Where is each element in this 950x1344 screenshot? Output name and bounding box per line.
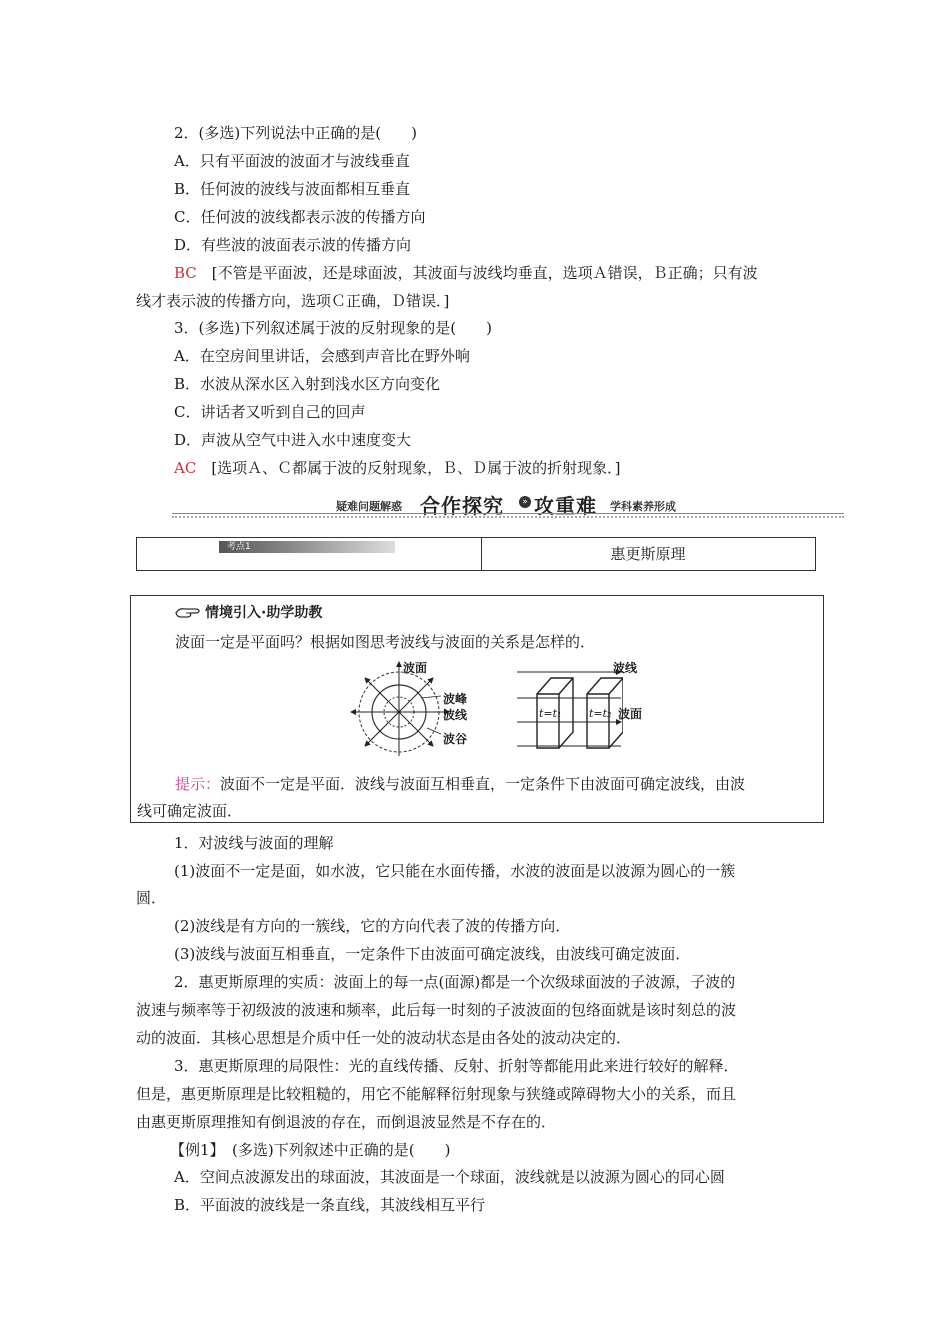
hint-line2: 线可确定波面． — [137, 802, 243, 820]
q3-explanation: AC [选项Ａ、Ｃ都属于波的反射现象，Ｂ、Ｄ属于波的折射现象．] — [174, 459, 621, 477]
fig-right-wave-front-label: 波面 — [618, 707, 643, 721]
body-p2-a: 2．惠更斯原理的实质：波面上的每一点(面源)都是一个次级球面波的子波源，子波的 — [174, 973, 736, 991]
example-stem: 【例1】 (多选)下列叙述中正确的是( ) — [170, 1141, 451, 1159]
banner-arrow-icon: » — [519, 496, 531, 508]
q3-answer: AC — [174, 459, 197, 477]
q3-option-c: C．讲话者又听到自己的回声 — [174, 403, 366, 421]
q2-explanation-line1: BC [不管是平面波，还是球面波，其波面与波线均垂直，选项Ａ错误，Ｂ正确；只有波 — [174, 264, 758, 282]
hint-line1: 提示：波面不一定是平面．波线与波面互相垂直，一定条件下由波面可确定波线，由波 — [175, 775, 746, 793]
q2-explanation-line2: 线才表示波的传播方向，选项Ｃ正确，Ｄ错误．] — [136, 292, 450, 310]
body-p3-c: 由惠更斯原理推知有倒退波的存在，而倒退波显然是不存在的． — [136, 1113, 557, 1131]
body-p1-heading: 1．对波线与波面的理解 — [174, 834, 334, 852]
banner-left-text: 疑难问题解惑 — [336, 500, 402, 513]
hand-pointer-icon — [175, 604, 201, 620]
banner-right-text: 学科素养形成 — [610, 500, 676, 513]
banner-title-1: 合作探究 — [420, 494, 504, 518]
body-p2-b: 波速与频率等于初级波的波速和频率，此后每一时刻的子波波面的包络面就是该时刻总的波 — [136, 1001, 737, 1019]
banner-dotted-rule — [172, 516, 844, 518]
q2-option-b: B．任何波的波线与波面都相互垂直 — [174, 180, 411, 198]
fig-left-crest-label: 波峰 — [443, 692, 468, 706]
body-p1-3: (3)波线与波面互相垂直，一定条件下由波面可确定波线，由波线可确定波面． — [174, 945, 691, 963]
hint-label: 提示： — [175, 775, 221, 793]
q3-option-a: A．在空房间里讲话，会感到声音比在野外响 — [174, 347, 470, 365]
q2-stem: 2．(多选)下列说法中正确的是( ) — [174, 124, 417, 142]
banner-title-2: 攻重难 — [534, 494, 597, 518]
context-question: 波面一定是平面吗？根据如图思考波线与波面的关系是怎样的． — [175, 633, 596, 651]
q3-option-d: D．声波从空气中进入水中速度变大 — [174, 431, 412, 449]
example-label: 【例1】 — [170, 1141, 218, 1159]
fig-left-wave-front-label: 波面 — [403, 661, 428, 675]
fig-left-ray-label: 波线 — [443, 708, 468, 722]
body-p3-a: 3．惠更斯原理的局限性：光的直线传播、反射、折射等都能用此来进行较好的解释． — [174, 1057, 739, 1075]
fig-right-t2-label: t=t₂ — [589, 707, 612, 720]
banner-rule — [172, 513, 844, 514]
q2-option-d: D．有些波的波面表示波的传播方向 — [174, 236, 412, 254]
q2-option-c: C．任何波的波线都表示波的传播方向 — [174, 208, 426, 226]
fig-right-t1-label: t=t₁ — [539, 707, 562, 720]
body-p3-b: 但是，惠更斯原理是比较粗糙的，用它不能解释衍射现象与狭缝或障碍物大小的关系，而且 — [136, 1085, 737, 1103]
q3-option-b: B．水波从深水区入射到浅水区方向变化 — [174, 375, 441, 393]
context-box — [130, 595, 824, 823]
example-option-b: B．平面波的波线是一条直线，其波线相互平行 — [174, 1196, 486, 1214]
fig-right-ray-label: 波线 — [613, 661, 638, 675]
q3-stem: 3．(多选)下列叙述属于波的反射现象的是( ) — [174, 319, 492, 337]
body-p2-c: 动的波面．其核心思想是介质中任一处的波动状态是由各处的波动决定的． — [136, 1029, 632, 1047]
topic-title: 惠更斯原理 — [610, 545, 686, 563]
section-banner — [172, 490, 844, 520]
body-p1-1a: (1)波面不一定是面，如水波，它只能在水面传播，水波的波面是以波源为圆心的一簇 — [174, 862, 736, 880]
topic-table — [136, 537, 816, 571]
fig-left-trough-label: 波谷 — [443, 732, 468, 746]
context-heading: 情境引入·助学助教 — [205, 605, 323, 621]
body-p1-1b: 圆． — [136, 889, 167, 907]
topic-tag: 考点1 — [219, 541, 395, 553]
q2-option-a: A．只有平面波的波面才与波线垂直 — [174, 152, 410, 170]
q2-answer: BC — [174, 264, 197, 282]
example-option-a: A．空间点波源发出的球面波，其波面是一个球面，波线就是以波源为圆心的同心圆 — [174, 1168, 725, 1186]
body-p1-2: (2)波线是有方向的一簇线，它的方向代表了波的传播方向． — [174, 917, 571, 935]
